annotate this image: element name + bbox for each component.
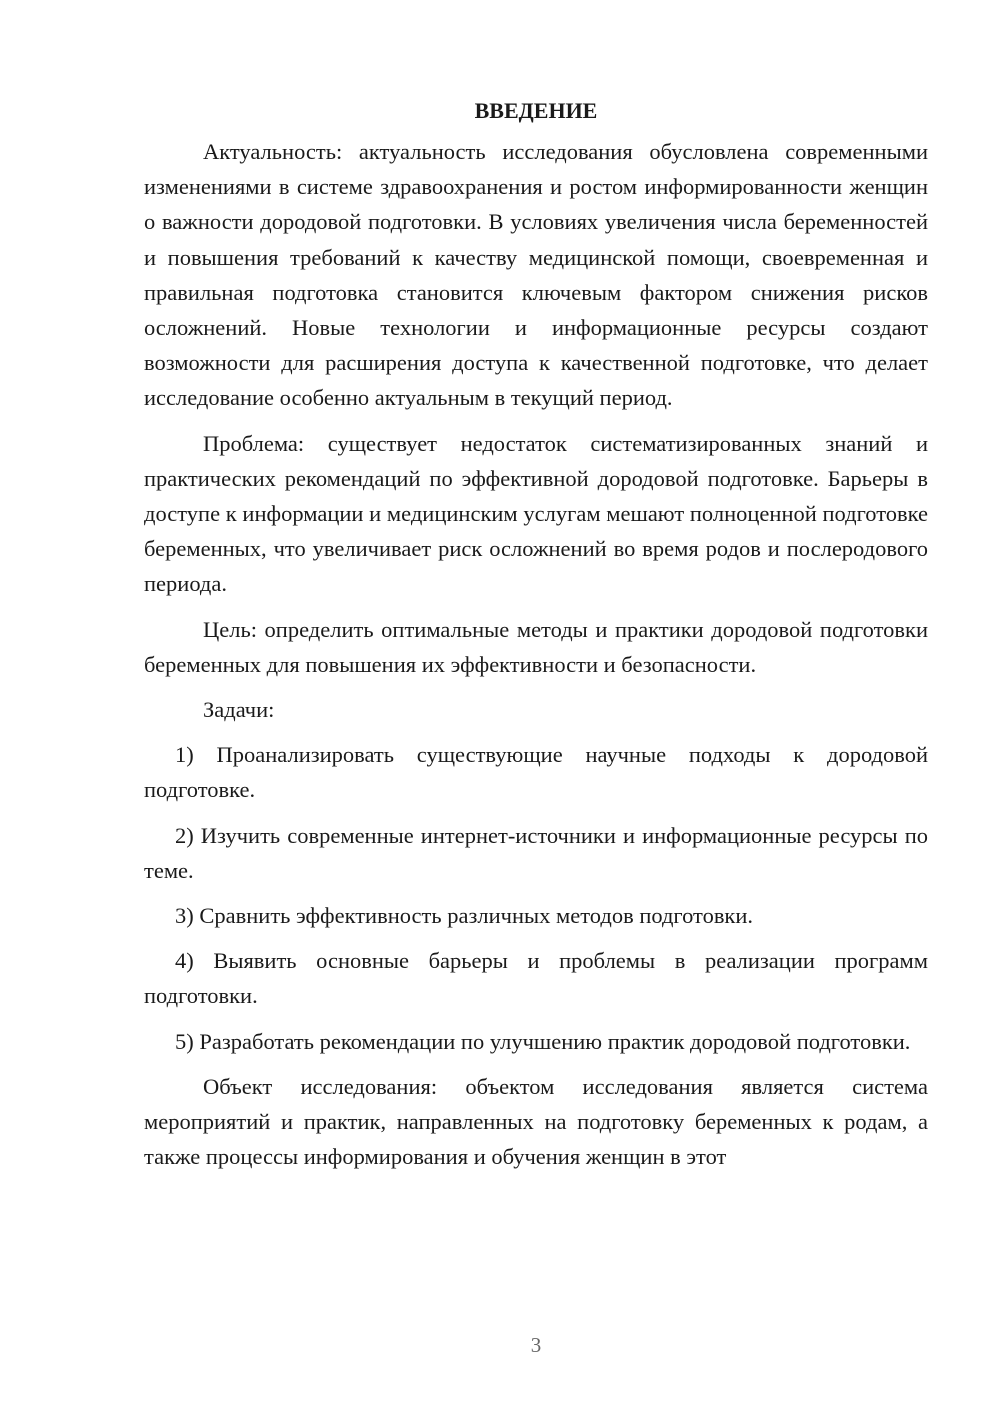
task-item-3: 3) Сравнить эффективность различных методов подготовки. (175, 903, 754, 929)
page-title: ВВЕДЕНИЕ (474, 98, 598, 123)
page-number: 3 (530, 1333, 542, 1357)
task-item-1: 1) Проанализировать существующие научные подходы к дородовой подготовке. (144, 742, 928, 803)
paragraph-problem: Проблема: существует недостаток систематизированных знаний и практических рекомендаций по эффективной дородовой подготовке. Барьеры в доступе к информации и медицинским услугам мешают полноценной подготовке беременных, что увеличивает риск осложнений во время родов и послеродового периода. (144, 430, 928, 597)
tasks-heading: Задачи: (203, 697, 275, 723)
paragraph-relevance: Актуальность: актуальность исследования обусловлена современными изменениями в системе здравоохранения и ростом информированности женщин о важности дородовой подготовки. В условиях увеличения числа беременностей и повышения требований к качеству медицинской помощи, своевременная и правильная подготовка становится ключевым фактором снижения рисков осложнений. Новые технологии и информационные ресурсы создают возможности для расширения доступа к качественной подготовке, что делает исследование особенно актуальным в текущий период. (144, 139, 928, 411)
paragraph-object: Объект исследования: объектом исследования является система мероприятий и практик, направленных на подготовку беременных к родам, а также процессы информирования и обучения женщин в этот (144, 1073, 928, 1170)
paragraph-goal: Цель: определить оптимальные методы и практики дородовой подготовки беременных для повышения их эффективности и безопасности. (144, 616, 928, 677)
task-item-2: 2) Изучить современные интернет-источники и информационные ресурсы по теме. (144, 822, 928, 883)
task-item-4: 4) Выявить основные барьеры и проблемы в реализации программ подготовки. (144, 948, 928, 1009)
document-page (144, 92, 928, 1174)
task-item-5: 5) Разработать рекомендации по улучшению практик дородовой подготовки. (175, 1028, 911, 1054)
